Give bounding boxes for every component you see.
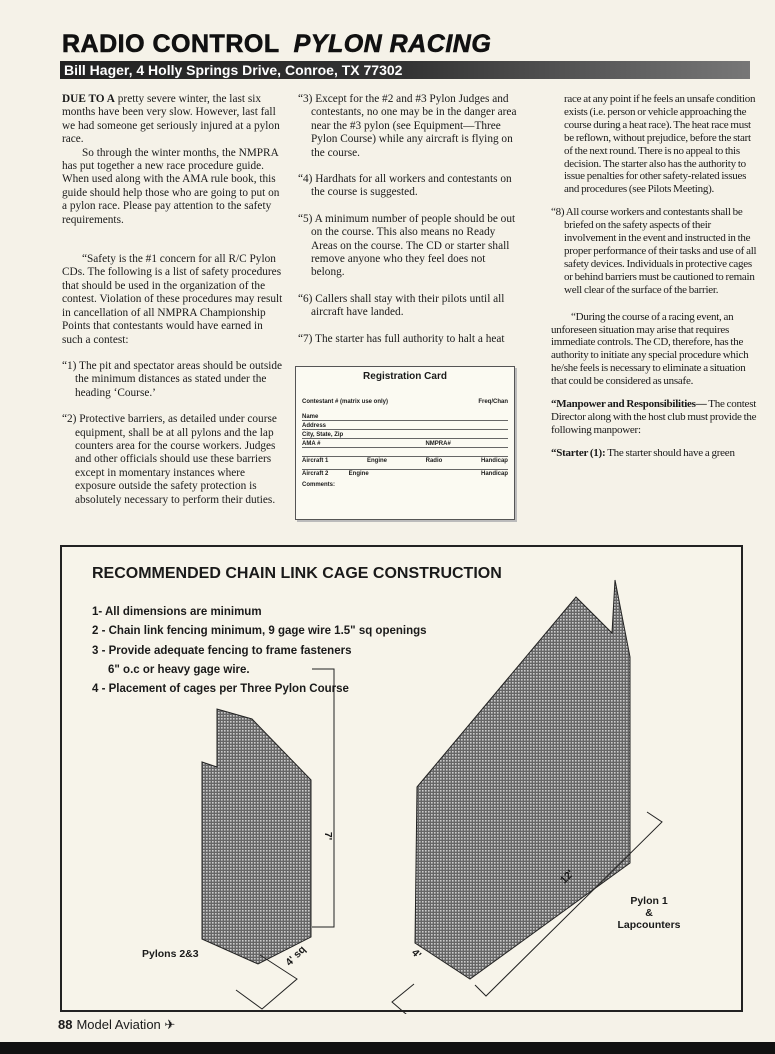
small-cage bbox=[202, 709, 311, 964]
note: 2 - Chain link fencing minimum, 9 gage wire 1.5" sq openings bbox=[92, 625, 427, 638]
paragraph: race at any point if he feels an unsafe condition exists (i.e. person or vehicle approaching the course during a heat race). The heat race must be reflown, without prejudice, before the start of the next round. There is no appeal to this decision. The starter also has the authority to issue penalties for other safety-related issues and procedures (see Pilots Meeting). bbox=[564, 93, 756, 196]
card-field: Handicap bbox=[480, 471, 508, 477]
paragraph: The contest Director along with the host club must provide the following manpower: bbox=[551, 398, 757, 436]
paragraph: “During the course of a racing event, an unforeseen situation may arise that requires immediate controls. The CD, therefore, has the authority to initiate any special procedure which he/she feels is necessary to eliminate a situation that could be considered as unsafe. bbox=[551, 310, 749, 388]
magazine-name: Model Aviation bbox=[76, 1017, 161, 1032]
label-line: Pylon 1 bbox=[630, 895, 668, 907]
note: 3 - Provide adequate fencing to frame fasteners bbox=[92, 644, 352, 657]
page-edge bbox=[0, 1042, 775, 1054]
dimension-label: 4' bbox=[408, 946, 424, 962]
lead-in: DUE TO A bbox=[62, 93, 115, 105]
column-2 bbox=[298, 93, 520, 359]
card-field: Aircraft 1 bbox=[302, 458, 329, 464]
dimension-line bbox=[392, 984, 435, 1014]
card-field: Comments: bbox=[302, 482, 336, 488]
author-byline: Bill Hager, 4 Holly Springs Drive, Conroe, TX 77302 bbox=[60, 61, 750, 79]
title-sub: PYLON RACING bbox=[293, 30, 492, 58]
large-cage bbox=[415, 580, 630, 979]
label-line: Lapcounters bbox=[617, 919, 681, 931]
card-title: Registration Card bbox=[363, 371, 447, 382]
card-field: Contestant # (matrix use only) bbox=[302, 399, 389, 405]
cage-diagram bbox=[60, 545, 743, 1012]
note: 4 - Placement of cages per Three Pylon Course bbox=[92, 683, 349, 696]
pylons-2-3-label: Pylons 2&3 bbox=[142, 948, 199, 960]
rule-6: “6) Callers shall stay with their pilots until all aircraft have landed. bbox=[298, 292, 505, 319]
plane-icon: ✈ bbox=[164, 1017, 176, 1032]
page-footer bbox=[58, 1017, 175, 1033]
rule-7: “7) The starter has full authority to halt a heat bbox=[298, 332, 505, 345]
page-number: 88 bbox=[58, 1017, 73, 1032]
column-3 bbox=[551, 93, 757, 470]
card-field: City, State, Zip bbox=[302, 432, 344, 438]
subheading: “Starter (1): bbox=[551, 446, 606, 459]
dimension-label: 12' bbox=[557, 867, 577, 887]
rule-4: “4) Hardhats for all workers and contestants on the course is suggested. bbox=[298, 173, 512, 199]
registration-card bbox=[295, 366, 515, 520]
rule-5: “5) A minimum number of people should be out on the course. This also means no Ready Areas on the course. The CD or starter shall remove anyone who they feel does not belong. bbox=[298, 212, 516, 279]
card-field: Engine bbox=[366, 458, 387, 464]
dimension-line bbox=[312, 669, 334, 927]
card-field: NMPRA# bbox=[425, 441, 451, 447]
paragraph: The starter should have a green bbox=[605, 446, 735, 459]
subheading: “Manpower and Responsibilities— bbox=[551, 398, 707, 411]
pylon-1-label bbox=[614, 895, 684, 931]
card-field: Aircraft 2 bbox=[302, 471, 329, 477]
note: 1- All dimensions are minimum bbox=[92, 606, 262, 618]
diagram-title: RECOMMENDED CHAIN LINK CAGE CONSTRUCTION bbox=[92, 565, 502, 582]
paragraph: pretty severe winter, the last six months have been very slow. However, last fall we had someone get seriously injured at a pylon race. bbox=[62, 93, 280, 146]
card-field: Handicap bbox=[480, 458, 508, 464]
rule-3: “3) Except for the #2 and #3 Pylon Judges and contestants, no one may be in the danger area near the #3 pylon (see Equipment—Three Pylon Course) while any aircraft is flying on the course. bbox=[298, 93, 517, 159]
card-field: Radio bbox=[425, 458, 443, 464]
card-field: Address bbox=[302, 423, 327, 429]
title-main: RADIO CONTROL bbox=[62, 30, 280, 58]
rule-1: “1) The pit and spectator areas should be outside the minimum distances as stated under the heading ‘Course.’ bbox=[62, 359, 283, 399]
paragraph: So through the winter months, the NMPRA has put together a new race procedure guide. When used along with the AMA rule book, this guide should help those who are going to put on a pylon race. Please pay attention to the safety requirements. bbox=[62, 146, 280, 226]
note: 6" o.c or heavy gage wire. bbox=[108, 663, 250, 676]
rule-2: “2) Protective barriers, as detailed under course equipment, shall be at all pylons and the lap counters area for the course workers. Judges and other officials should use these barriers except in momentary instances where exposure outside the safety protection is absolutely necessary to perform their duties. bbox=[62, 413, 277, 506]
card-field: AMA # bbox=[302, 441, 321, 447]
column-1 bbox=[62, 93, 284, 520]
diagram-notes bbox=[92, 603, 427, 699]
card-field: Name bbox=[302, 414, 319, 420]
label-line: & bbox=[645, 907, 653, 919]
dimension-label: 7' bbox=[322, 831, 335, 841]
card-field: Engine bbox=[348, 471, 369, 477]
card-field: Freq/Chan bbox=[478, 399, 508, 405]
dimension-label: 4' sq bbox=[283, 943, 309, 969]
rule-8: “8) All course workers and contestants shall be briefed on the safety aspects of their involvement in the event and instructed in the proper performance of their tasks and use of all safety devices. Individuals in protective cages or behind barriers must be cautioned to remain well clear of the surface of the barrier. bbox=[551, 206, 757, 296]
column-title bbox=[62, 30, 491, 59]
paragraph: “Safety is the #1 concern for all R/C Pylon CDs. The following is a list of safety procedures that should be used in the organization of the contest. Violation of these procedures may result in cancellation of all NMPRA Championship Points that contestants would have earned in such a contest: bbox=[62, 253, 283, 346]
